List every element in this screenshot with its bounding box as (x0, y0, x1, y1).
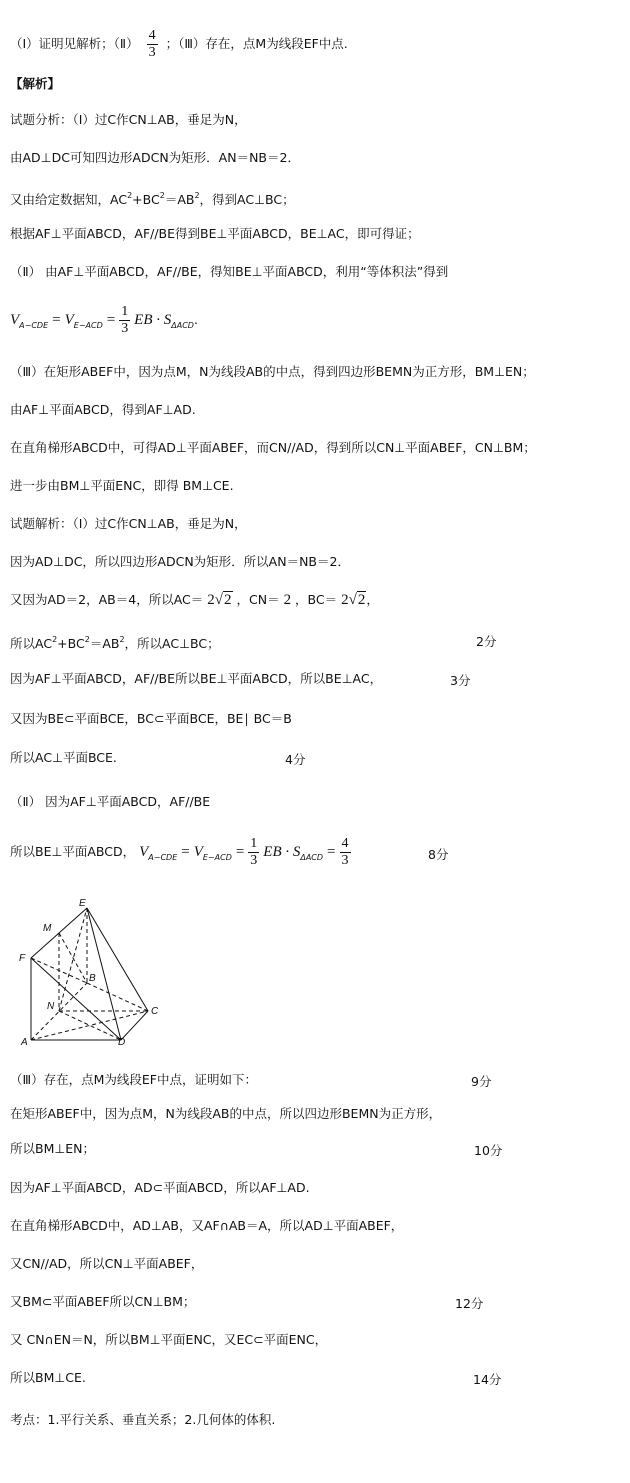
answer-part1: （Ⅰ）证明见解析；（Ⅱ） (10, 36, 139, 51)
text-segment: 所以BE⊥平面ABCD， (10, 844, 136, 859)
coefficient: 2 (207, 592, 215, 608)
subscript: ΔACD (171, 321, 194, 330)
text-segment: ，所以AC⊥BC； (124, 636, 220, 651)
sqrt-expression: 2√2 (341, 592, 366, 608)
math-symbol: = (235, 844, 245, 860)
subscript: ΔACD (300, 853, 324, 862)
score-12: 12分 (455, 1296, 484, 1311)
volume-formula-solution (10, 836, 351, 869)
math-symbol: = (106, 312, 116, 328)
superscript: 2 (127, 191, 133, 200)
score-14: 14分 (473, 1372, 502, 1387)
fraction-denominator: 3 (341, 853, 349, 868)
text-segment: ，BC＝ (295, 592, 338, 607)
edge-DC (121, 1011, 148, 1040)
solution-line-12: 所以BM⊥EN； (10, 1141, 95, 1156)
edge-BC (87, 983, 148, 1011)
volume-formula-analysis (10, 304, 198, 337)
label-B: B (89, 973, 96, 984)
math-symbol: = (181, 844, 190, 860)
superscript: 2 (84, 635, 90, 644)
subscript: A−CDE (19, 321, 49, 330)
footer-key-points: 考点：1.平行关系、垂直关系；2.几何体的体积. (10, 1412, 276, 1427)
fraction-denominator: 3 (148, 45, 156, 60)
sqrt-expression: 2√2 (207, 592, 232, 608)
solution-line-6: 又因为BE⊂平面BCE，BC⊂平面BCE，BE∣ BC＝B (10, 711, 292, 726)
text-segment: ，CN＝ (236, 592, 280, 607)
superscript: 2 (52, 635, 58, 644)
score-3: 3分 (450, 673, 471, 688)
subscript: E−ACD (202, 853, 232, 862)
analysis-line-7: 由AF⊥平面ABCD，得到AF⊥AD. (10, 402, 196, 417)
edge-MB (59, 933, 87, 983)
score-2: 2分 (476, 634, 497, 649)
text-segment: 又因为AD＝2，AB＝4，所以AC＝ (10, 592, 204, 607)
solution-line-2: 因为AD⊥DC，所以四边形ADCN为矩形．所以AN＝NB＝2． (10, 554, 350, 569)
answer-fraction (147, 28, 158, 61)
solution-line-11: 在矩形ABEF中，因为点M，N为线段AB的中点，所以四边形BEMN为正方形， (10, 1106, 442, 1121)
fraction-numerator: 4 (148, 28, 156, 43)
analysis-line-4: 根据AF⊥平面ABCD，AF//BE得到BE⊥平面ABCD，BE⊥AC，即可得证； (10, 226, 420, 241)
solution-line-14: 在直角梯形ABCD中，AD⊥AB，又AF∩AB＝A，所以AD⊥平面ABEF， (10, 1218, 404, 1233)
edge-ND (59, 1011, 121, 1040)
text-segment: +BC (132, 192, 160, 207)
analysis-line-2: 由AD⊥DC可知四边形ADCN为矩形．AN＝NB＝2． (10, 150, 300, 165)
label-E: E (79, 898, 86, 909)
math-symbol: V (139, 844, 149, 860)
score-9: 9分 (471, 1074, 492, 1089)
label-D: D (118, 1037, 126, 1045)
text-segment: ，得到AC⊥BC； (199, 192, 295, 207)
analysis-line-9: 进一步由BM⊥平面ENC，即得 BM⊥CE. (10, 478, 234, 493)
score-4: 4分 (285, 752, 306, 767)
solution-line-17: 又 CN∩EN＝N，所以BM⊥平面ENC，又EC⊂平面ENC， (10, 1332, 328, 1347)
label-A: A (21, 1037, 28, 1045)
analysis-line-1: 试题分析：（Ⅰ）过C作CN⊥AB，垂足为N， (10, 112, 247, 127)
analysis-heading: 【解析】 (10, 76, 61, 91)
value: 2 (283, 592, 292, 608)
solution-line-15: 又CN//AD，所以CN⊥平面ABEF， (10, 1256, 204, 1271)
solution-line-8: （Ⅱ） 因为AF⊥平面ABCD，AF//BE (10, 794, 211, 809)
superscript: 2 (159, 191, 165, 200)
text-segment: . (193, 312, 198, 327)
label-M: M (43, 923, 52, 934)
fraction-numerator: 1 (121, 304, 129, 319)
subscript: A−CDE (148, 853, 178, 862)
solution-line-3 (10, 592, 379, 608)
analysis-line-6: （Ⅲ）在矩形ABEF中，因为点M，N为线段AB的中点，得到四边形BEMN为正方形，BM⊥EN； (10, 364, 535, 379)
analysis-line-8: 在直角梯形ABCD中，可得AD⊥平面ABEF，而CN//AD，得到所以CN⊥平面ABEF，CN⊥BM； (10, 440, 536, 455)
solution-line-4 (10, 632, 220, 652)
score-8: 8分 (428, 847, 449, 862)
solution-line-16: 又BM⊂平面ABEF所以CN⊥BM； (10, 1294, 196, 1309)
answer-line (10, 28, 348, 61)
superscript: 2 (119, 635, 125, 644)
fraction (119, 304, 130, 337)
fraction (248, 836, 259, 869)
edge-NE (59, 908, 87, 1011)
math-symbol: V (64, 312, 74, 328)
edge-EC (87, 908, 148, 1011)
solution-line-5: 因为AF⊥平面ABCD，AF//BE所以BE⊥平面ABCD，所以BE⊥AC， (10, 671, 383, 686)
math-symbol: V (193, 844, 203, 860)
answer-part2: ；（Ⅲ）存在，点M为线段EF中点. (165, 36, 348, 51)
edge-FD (31, 958, 121, 1040)
geometry-figure (15, 895, 185, 1045)
text-segment: +BC (57, 636, 85, 651)
analysis-line-5: （Ⅱ） 由AF⊥平面ABCD，AF//BE，得知BE⊥平面ABCD，利用“等体积法”得到 (10, 264, 449, 279)
label-N: N (47, 1001, 55, 1012)
analysis-line-3 (10, 188, 295, 208)
text-segment: 又由给定数据知，AC (10, 192, 128, 207)
radicand: 2 (224, 592, 232, 608)
solution-line-1: 试题解析：（Ⅰ）过C作CN⊥AB，垂足为N， (10, 516, 247, 531)
fraction-numerator: 1 (250, 836, 258, 851)
subscript: E−ACD (73, 321, 103, 330)
radicand: 2 (357, 592, 366, 608)
solution-line-18: 所以BM⊥CE. (10, 1370, 86, 1385)
math-symbol: = (327, 844, 336, 860)
math-symbol: EB · S (263, 844, 301, 860)
text-segment: 所以AC (10, 636, 53, 651)
solution-line-7: 所以AC⊥平面BCE. (10, 750, 117, 765)
fraction-denominator: 3 (250, 853, 258, 868)
coefficient: 2 (341, 592, 349, 608)
edge-AC (31, 1011, 148, 1040)
solution-line-13: 因为AF⊥平面ABCD，AD⊂平面ABCD，所以AF⊥AD. (10, 1180, 310, 1195)
label-F: F (19, 953, 26, 964)
label-C: C (151, 1006, 159, 1017)
superscript: 2 (194, 191, 200, 200)
score-10: 10分 (474, 1143, 503, 1158)
math-symbol: EB · S (134, 312, 172, 328)
math-symbol: V (10, 312, 20, 328)
fraction-numerator: 4 (341, 836, 349, 851)
fraction-denominator: 3 (121, 321, 129, 336)
math-symbol: = (52, 312, 61, 328)
text-segment: ＝AB (164, 192, 195, 207)
result-fraction (340, 836, 351, 869)
text-segment: ， (366, 592, 379, 607)
text-segment: ＝AB (89, 636, 120, 651)
solution-line-10: （Ⅲ）存在，点M为线段EF中点，证明如下： (10, 1072, 257, 1087)
